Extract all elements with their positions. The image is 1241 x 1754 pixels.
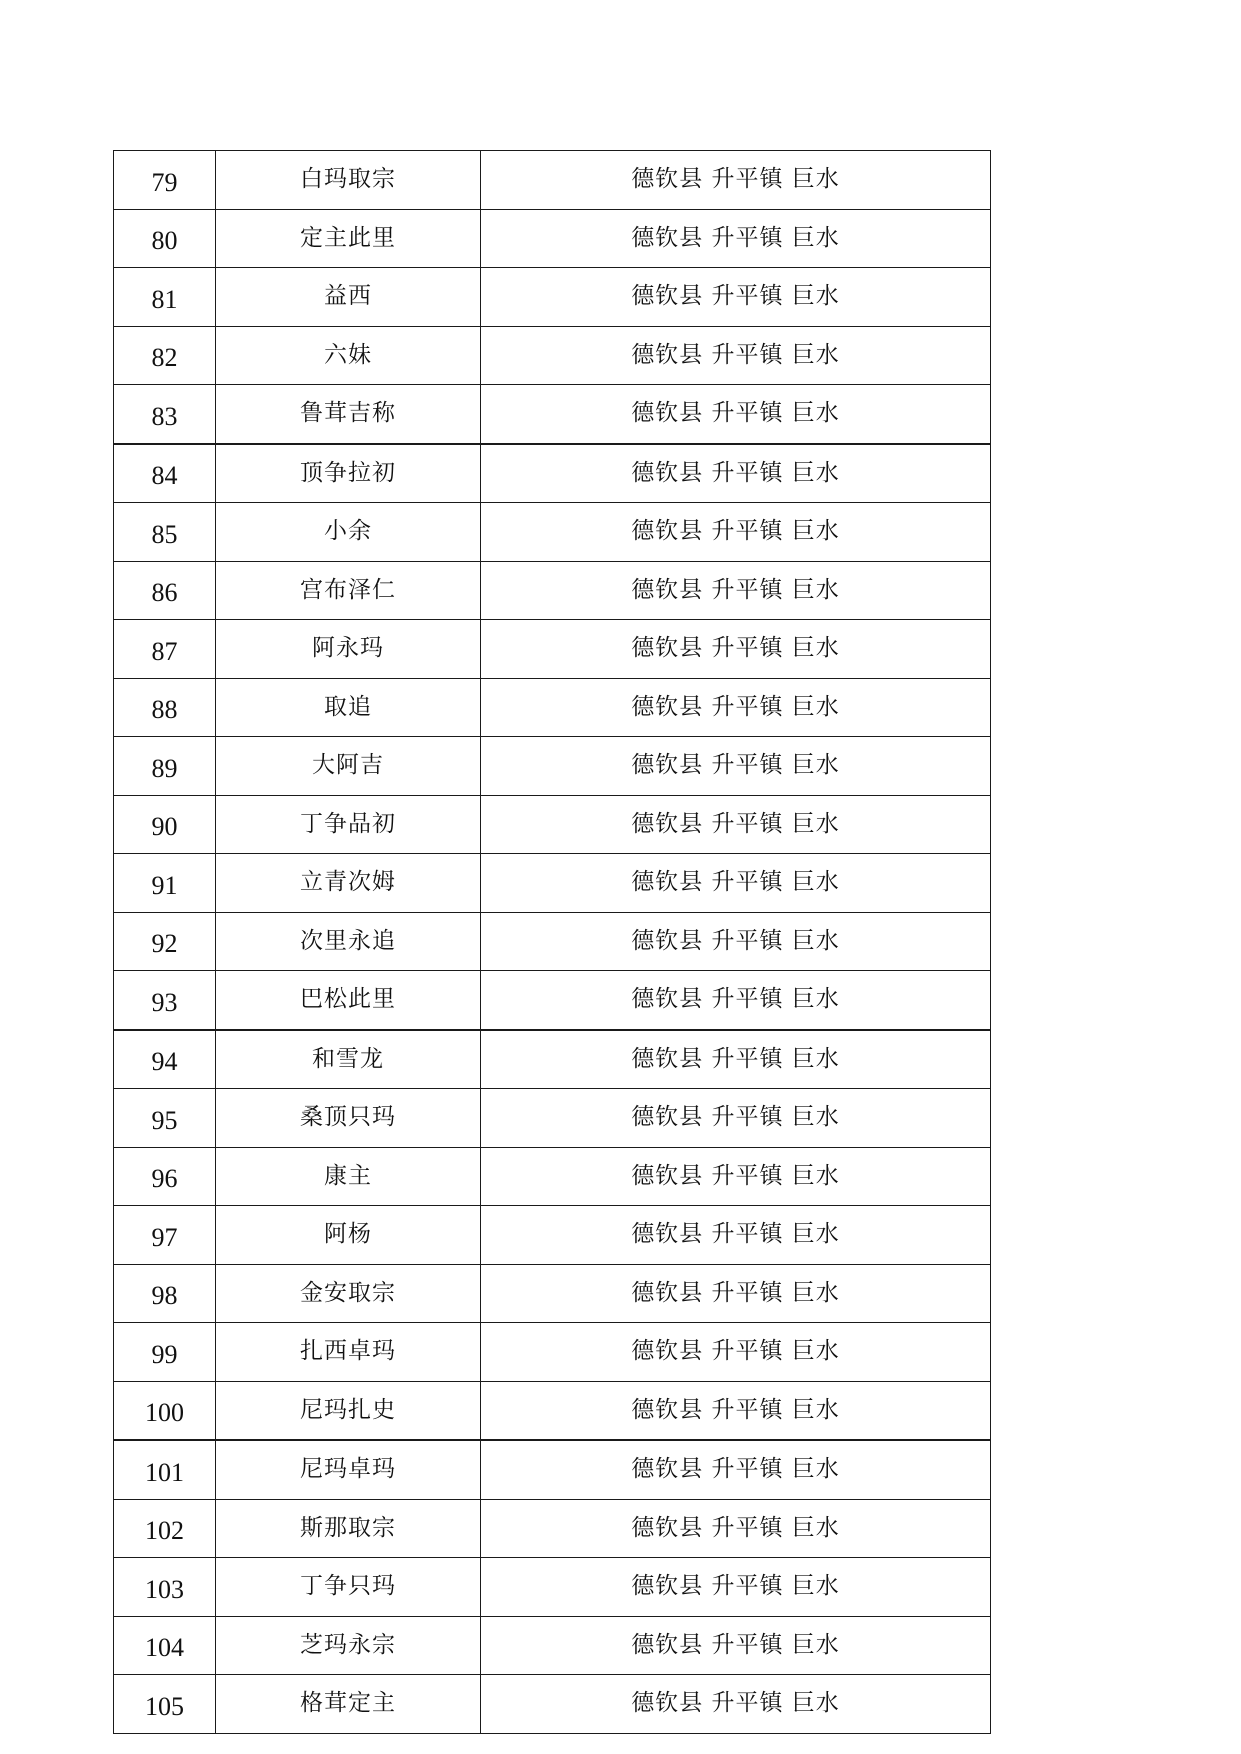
table-row <box>114 385 991 444</box>
table-row <box>114 971 991 1030</box>
name-cell: 斯那取宗 <box>216 1499 481 1558</box>
table-row <box>114 795 991 854</box>
address-cell: 德钦县 升平镇 巨水 <box>481 1206 991 1265</box>
name-cell: 白玛取宗 <box>216 151 481 210</box>
row-number-cell: 80 <box>114 209 216 268</box>
table-row <box>114 444 991 503</box>
address-cell: 德钦县 升平镇 巨水 <box>481 1440 991 1499</box>
table-row <box>114 326 991 385</box>
row-number-cell: 83 <box>114 385 216 444</box>
table-row <box>114 1206 991 1265</box>
table-row <box>114 854 991 913</box>
row-number-cell: 99 <box>114 1323 216 1382</box>
roster-table-body <box>114 151 991 1734</box>
row-number-cell: 79 <box>114 151 216 210</box>
address-cell: 德钦县 升平镇 巨水 <box>481 737 991 796</box>
table-row <box>114 1499 991 1558</box>
name-cell: 顶争拉初 <box>216 444 481 503</box>
address-cell: 德钦县 升平镇 巨水 <box>481 561 991 620</box>
name-cell: 和雪龙 <box>216 1030 481 1089</box>
name-cell: 鲁茸吉称 <box>216 385 481 444</box>
name-cell: 小余 <box>216 503 481 562</box>
table-row <box>114 1264 991 1323</box>
row-number-cell: 85 <box>114 503 216 562</box>
table-row <box>114 1323 991 1382</box>
row-number-cell: 101 <box>114 1440 216 1499</box>
row-number-cell: 102 <box>114 1499 216 1558</box>
name-cell: 扎西卓玛 <box>216 1323 481 1382</box>
table-row <box>114 1030 991 1089</box>
name-cell: 宫布泽仁 <box>216 561 481 620</box>
table-row <box>114 1147 991 1206</box>
address-cell: 德钦县 升平镇 巨水 <box>481 971 991 1030</box>
name-cell: 大阿吉 <box>216 737 481 796</box>
name-cell: 巴松此里 <box>216 971 481 1030</box>
address-cell: 德钦县 升平镇 巨水 <box>481 1381 991 1440</box>
roster-table <box>113 150 991 1734</box>
name-cell: 阿永玛 <box>216 620 481 679</box>
name-cell: 康主 <box>216 1147 481 1206</box>
address-cell: 德钦县 升平镇 巨水 <box>481 1499 991 1558</box>
name-cell: 丁争只玛 <box>216 1558 481 1617</box>
address-cell: 德钦县 升平镇 巨水 <box>481 795 991 854</box>
row-number-cell: 94 <box>114 1030 216 1089</box>
address-cell: 德钦县 升平镇 巨水 <box>481 503 991 562</box>
row-number-cell: 86 <box>114 561 216 620</box>
name-cell: 定主此里 <box>216 209 481 268</box>
name-cell: 尼玛卓玛 <box>216 1440 481 1499</box>
address-cell: 德钦县 升平镇 巨水 <box>481 444 991 503</box>
table-row <box>114 912 991 971</box>
address-cell: 德钦县 升平镇 巨水 <box>481 1030 991 1089</box>
row-number-cell: 81 <box>114 268 216 327</box>
row-number-cell: 92 <box>114 912 216 971</box>
table-row <box>114 1616 991 1675</box>
address-cell: 德钦县 升平镇 巨水 <box>481 209 991 268</box>
row-number-cell: 89 <box>114 737 216 796</box>
table-row <box>114 678 991 737</box>
name-cell: 芝玛永宗 <box>216 1616 481 1675</box>
address-cell: 德钦县 升平镇 巨水 <box>481 678 991 737</box>
table-row <box>114 620 991 679</box>
address-cell: 德钦县 升平镇 巨水 <box>481 1323 991 1382</box>
table-row <box>114 503 991 562</box>
row-number-cell: 104 <box>114 1616 216 1675</box>
address-cell: 德钦县 升平镇 巨水 <box>481 1558 991 1617</box>
name-cell: 次里永追 <box>216 912 481 971</box>
table-row <box>114 1381 991 1440</box>
table-row <box>114 151 991 210</box>
row-number-cell: 95 <box>114 1089 216 1148</box>
table-row <box>114 1089 991 1148</box>
row-number-cell: 97 <box>114 1206 216 1265</box>
name-cell: 立青次姆 <box>216 854 481 913</box>
table-row <box>114 268 991 327</box>
row-number-cell: 82 <box>114 326 216 385</box>
table-row <box>114 1675 991 1734</box>
row-number-cell: 98 <box>114 1264 216 1323</box>
address-cell: 德钦县 升平镇 巨水 <box>481 268 991 327</box>
table-row <box>114 209 991 268</box>
name-cell: 丁争品初 <box>216 795 481 854</box>
name-cell: 阿杨 <box>216 1206 481 1265</box>
address-cell: 德钦县 升平镇 巨水 <box>481 912 991 971</box>
address-cell: 德钦县 升平镇 巨水 <box>481 385 991 444</box>
row-number-cell: 91 <box>114 854 216 913</box>
name-cell: 桑顶只玛 <box>216 1089 481 1148</box>
row-number-cell: 88 <box>114 678 216 737</box>
name-cell: 尼玛扎史 <box>216 1381 481 1440</box>
row-number-cell: 105 <box>114 1675 216 1734</box>
address-cell: 德钦县 升平镇 巨水 <box>481 1147 991 1206</box>
name-cell: 格茸定主 <box>216 1675 481 1734</box>
table-row <box>114 1558 991 1617</box>
name-cell: 取追 <box>216 678 481 737</box>
address-cell: 德钦县 升平镇 巨水 <box>481 620 991 679</box>
name-cell: 六妹 <box>216 326 481 385</box>
name-cell: 金安取宗 <box>216 1264 481 1323</box>
address-cell: 德钦县 升平镇 巨水 <box>481 326 991 385</box>
address-cell: 德钦县 升平镇 巨水 <box>481 1089 991 1148</box>
name-cell: 益西 <box>216 268 481 327</box>
row-number-cell: 96 <box>114 1147 216 1206</box>
address-cell: 德钦县 升平镇 巨水 <box>481 1264 991 1323</box>
table-row <box>114 561 991 620</box>
row-number-cell: 93 <box>114 971 216 1030</box>
row-number-cell: 84 <box>114 444 216 503</box>
table-row <box>114 737 991 796</box>
row-number-cell: 90 <box>114 795 216 854</box>
row-number-cell: 100 <box>114 1381 216 1440</box>
address-cell: 德钦县 升平镇 巨水 <box>481 1616 991 1675</box>
row-number-cell: 87 <box>114 620 216 679</box>
address-cell: 德钦县 升平镇 巨水 <box>481 1675 991 1734</box>
row-number-cell: 103 <box>114 1558 216 1617</box>
table-row <box>114 1440 991 1499</box>
address-cell: 德钦县 升平镇 巨水 <box>481 854 991 913</box>
address-cell: 德钦县 升平镇 巨水 <box>481 151 991 210</box>
